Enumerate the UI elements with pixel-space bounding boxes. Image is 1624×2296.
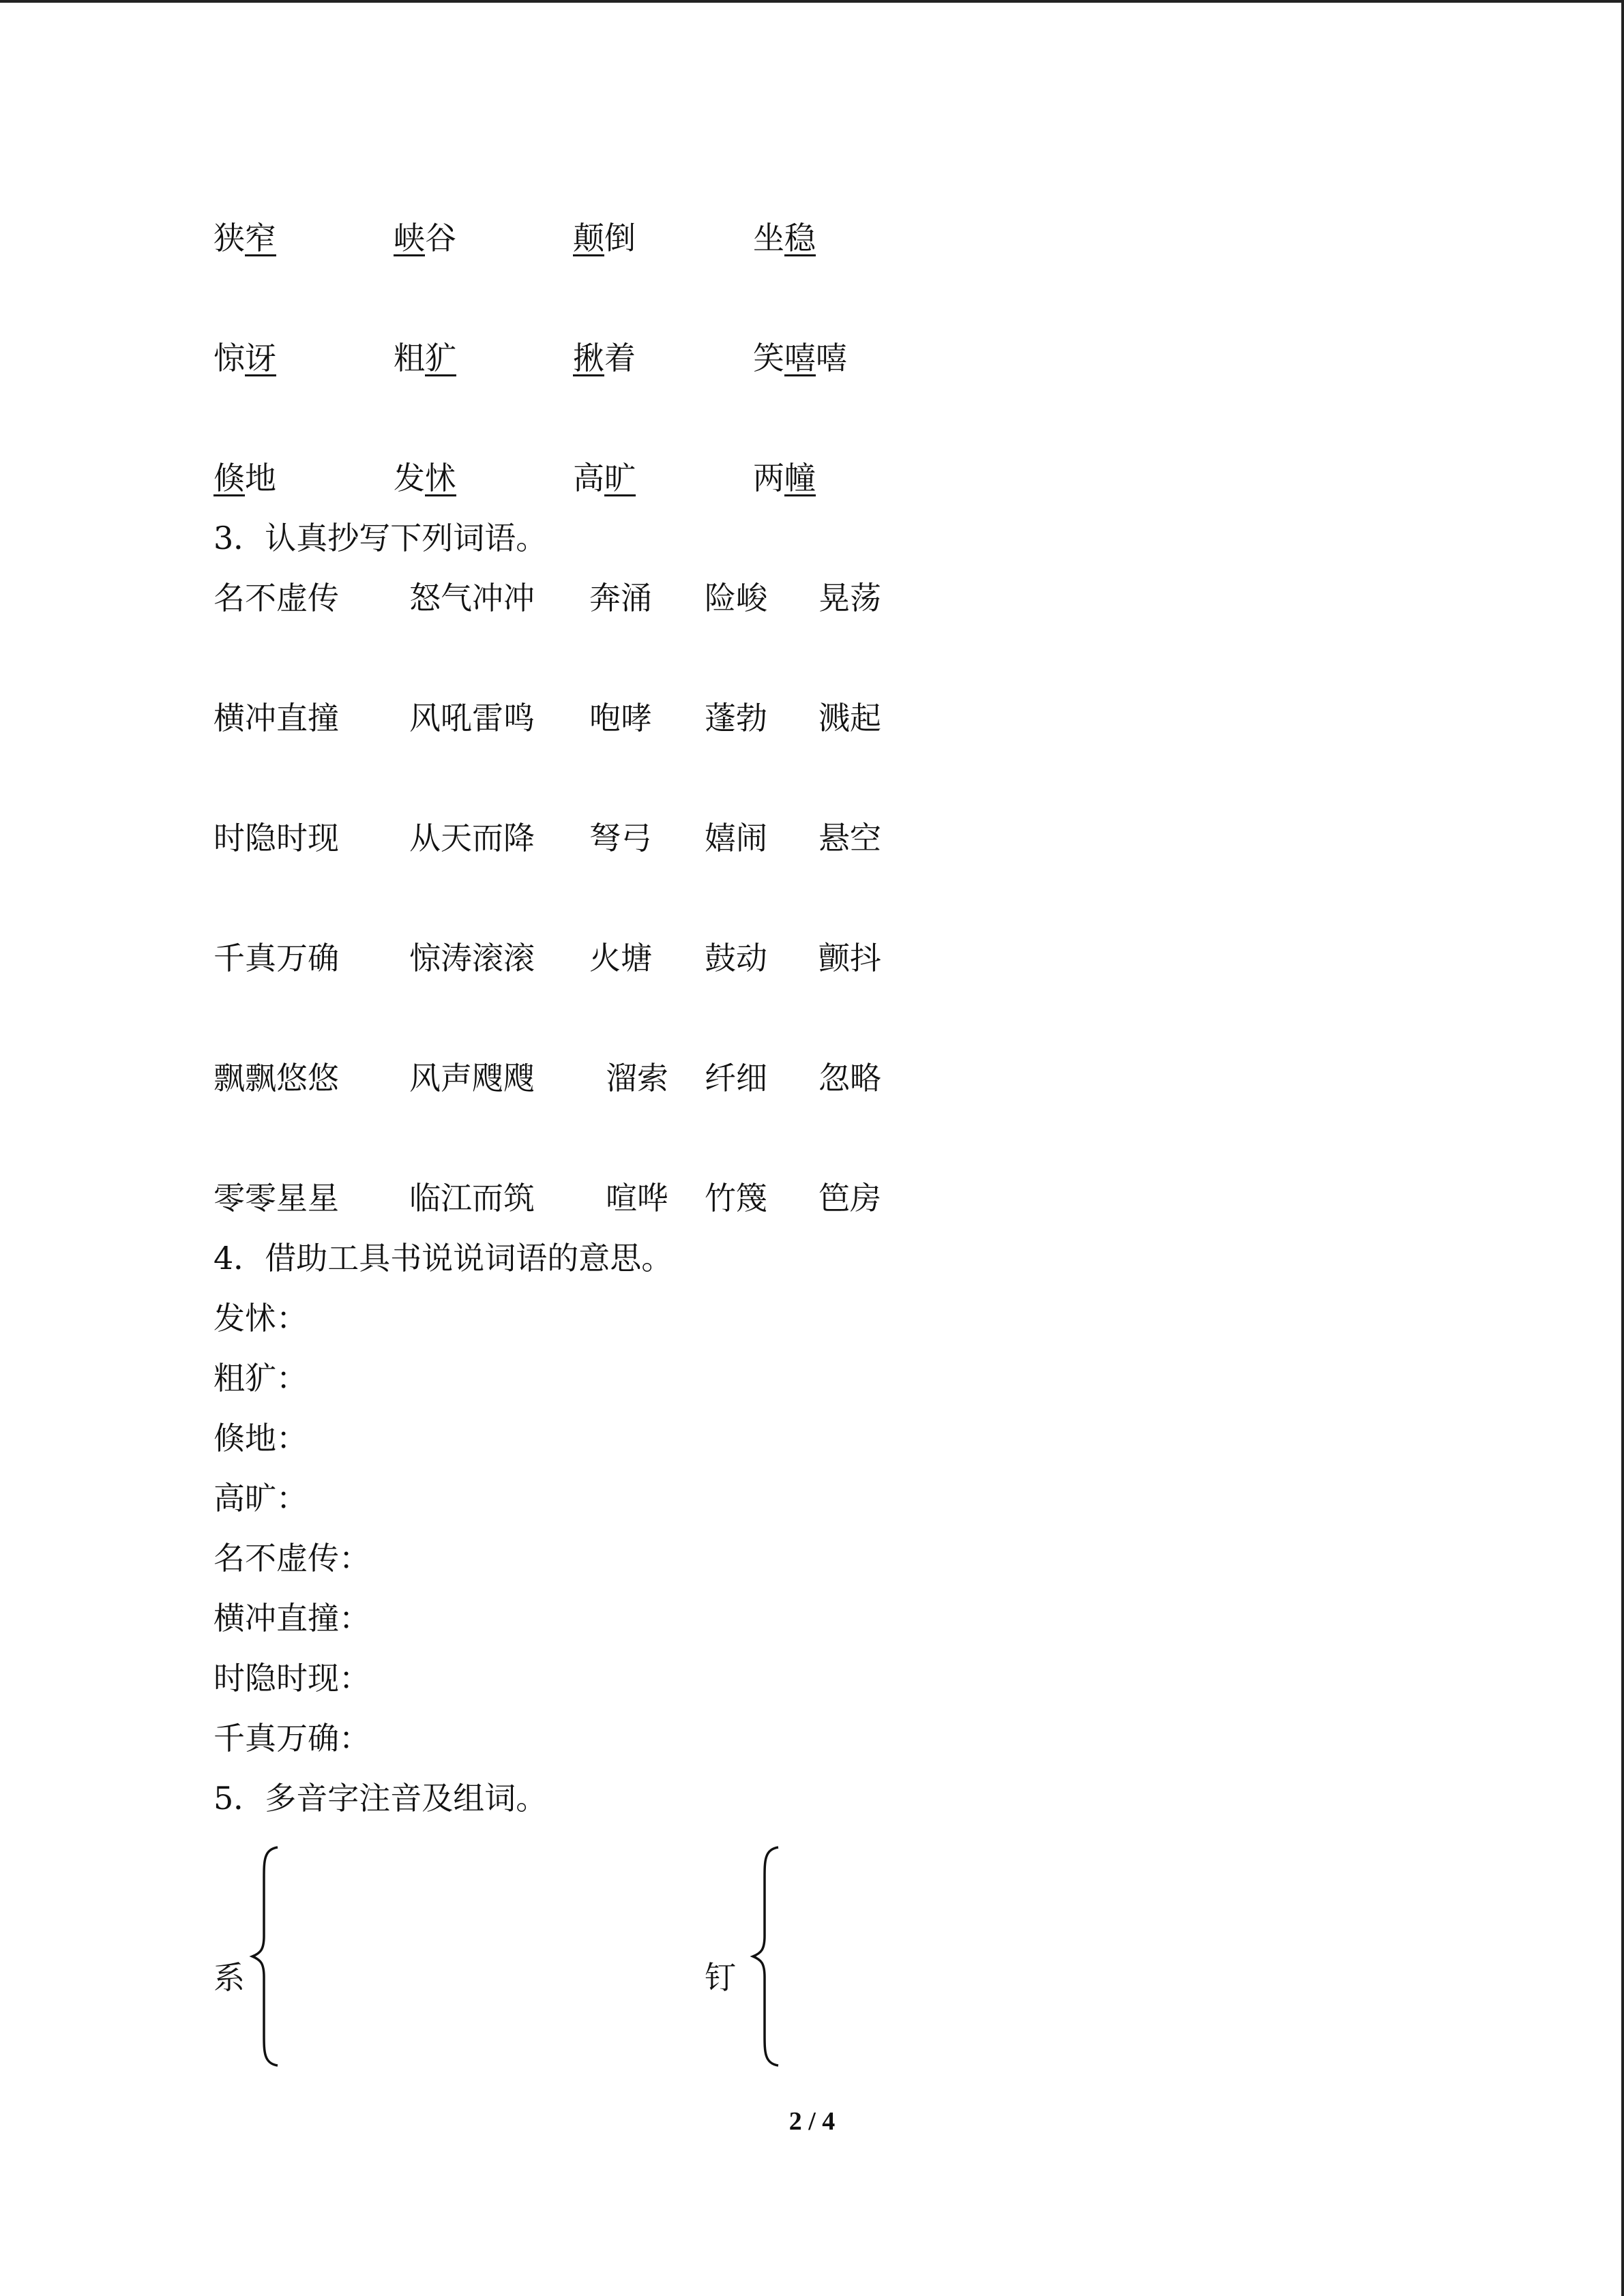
copy-word: 怒气冲冲 xyxy=(409,580,535,616)
word: 坐稳 xyxy=(753,220,816,256)
copy-word: 忽略 xyxy=(818,1060,881,1097)
definition-item: 横冲直撞： xyxy=(213,1600,370,1637)
word: 揪着 xyxy=(573,340,636,376)
copy-word: 咆哮 xyxy=(589,700,652,736)
copy-word: 鼓动 xyxy=(705,940,767,976)
question-4-title: 4．借助工具书说说词语的意思。 xyxy=(213,1240,673,1277)
copy-word: 嬉闹 xyxy=(705,820,767,856)
copy-word: 晃荡 xyxy=(818,580,881,616)
word: 倏地 xyxy=(213,460,276,496)
copy-word: 溅起 xyxy=(818,700,881,736)
question-3-title: 3．认真抄写下列词语。 xyxy=(213,520,548,556)
definition-item: 高旷： xyxy=(213,1480,308,1517)
polyphone-char: 钉 xyxy=(705,1959,736,1996)
copy-word: 临江而筑 xyxy=(409,1180,535,1217)
copy-word: 零零星星 xyxy=(213,1180,339,1217)
copy-word: 飘飘悠悠 xyxy=(213,1060,339,1097)
word: 狭窄 xyxy=(213,220,276,256)
copy-word: 悬空 xyxy=(818,820,881,856)
copy-word: 名不虚传 xyxy=(213,580,339,616)
copy-word: 千真万确 xyxy=(213,940,339,976)
copy-word: 火塘 xyxy=(589,940,652,976)
word: 颠倒 xyxy=(573,220,636,256)
word: 粗犷 xyxy=(394,340,456,376)
copy-word: 纤细 xyxy=(705,1060,767,1097)
definition-item: 千真万确： xyxy=(213,1720,370,1757)
copy-word: 风吼雷鸣 xyxy=(409,700,535,736)
definition-item: 名不虚传： xyxy=(213,1540,370,1577)
copy-word: 颤抖 xyxy=(818,940,881,976)
definition-item: 粗犷： xyxy=(213,1360,308,1397)
left-brace-icon xyxy=(748,1844,788,2069)
copy-word: 竹篾 xyxy=(705,1180,767,1217)
word: 高旷 xyxy=(573,460,636,496)
word: 惊讶 xyxy=(213,340,276,376)
copy-word: 笆房 xyxy=(818,1180,881,1217)
word: 峡谷 xyxy=(394,220,456,256)
copy-word: 蓬勃 xyxy=(705,700,767,736)
definition-item: 时隐时现： xyxy=(213,1660,370,1697)
word: 笑嘻嘻 xyxy=(753,340,847,376)
definition-item: 倏地： xyxy=(213,1420,308,1457)
copy-word: 惊涛滚滚 xyxy=(409,940,535,976)
question-5-title: 5．多音字注音及组词。 xyxy=(213,1780,548,1817)
copy-word: 时隐时现 xyxy=(213,820,339,856)
copy-word: 喧哗 xyxy=(606,1180,668,1217)
copy-word: 溜索 xyxy=(606,1060,668,1097)
copy-word: 奔涌 xyxy=(589,580,652,616)
copy-word: 弩弓 xyxy=(589,820,652,856)
copy-word: 风声飕飕 xyxy=(409,1060,535,1097)
copy-word: 险峻 xyxy=(705,580,767,616)
word: 两幢 xyxy=(753,460,816,496)
polyphone-char: 系 xyxy=(213,1959,245,1996)
word: 发怵 xyxy=(394,460,456,496)
copy-word: 从天而降 xyxy=(409,820,535,856)
definition-item: 发怵： xyxy=(213,1300,308,1337)
left-brace-icon xyxy=(247,1844,288,2069)
page-number: 2 / 4 xyxy=(788,2107,836,2136)
copy-word: 横冲直撞 xyxy=(213,700,339,736)
